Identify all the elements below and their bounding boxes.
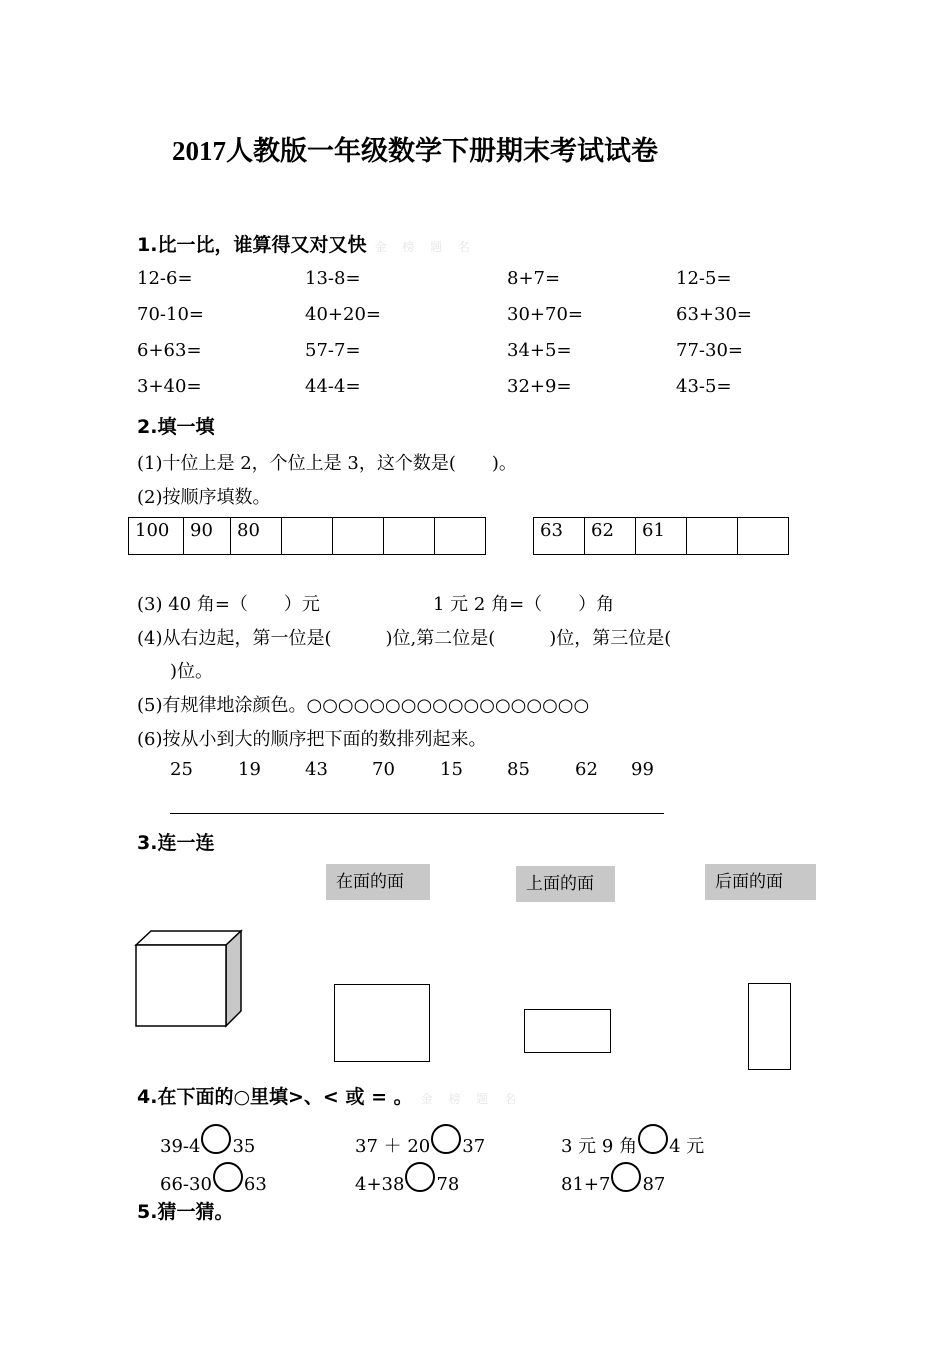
number-item: 99 — [631, 759, 654, 780]
question-2-4: (4)从右边起，第一位是( )位,第二位是( )位，第三位是( — [137, 628, 672, 649]
sequence-table-descending-ones — [533, 517, 789, 555]
compare-right: 78 — [436, 1174, 460, 1195]
problem: 34+5= — [507, 340, 572, 361]
view-label-top[interactable]: 上面的面 — [516, 866, 615, 902]
cuboid-top-face — [136, 931, 241, 945]
sequence-blank-cell[interactable] — [384, 518, 435, 555]
compare-circle[interactable] — [431, 1124, 461, 1154]
sequence-blank-cell[interactable] — [282, 518, 333, 555]
question-2-5: (5)有规律地涂颜色。○○○○○○○○○○○○○○○○○○ — [137, 695, 590, 716]
compare-item — [355, 1124, 485, 1158]
problem: 44-4= — [305, 376, 361, 397]
sequence-blank-cell[interactable] — [435, 518, 486, 555]
sequence-cell: 62 — [585, 518, 636, 555]
top-view-shape[interactable] — [524, 1009, 611, 1053]
problem: 30+70= — [507, 304, 583, 325]
compare-left: 66-30 — [160, 1174, 212, 1195]
section-1-heading — [137, 230, 476, 257]
compare-right: 87 — [642, 1174, 666, 1195]
sequence-blank-cell[interactable] — [333, 518, 384, 555]
section-2-heading: 2.填一填 — [137, 416, 215, 438]
number-item: 62 — [575, 759, 598, 780]
section-5-heading: 5.猜一猜。 — [137, 1201, 234, 1223]
compare-right: 4 元 — [669, 1136, 705, 1157]
problem: 63+30= — [676, 304, 752, 325]
problem: 40+20= — [305, 304, 381, 325]
problem: 70-10= — [137, 304, 204, 325]
sequence-blank-cell[interactable] — [738, 518, 789, 555]
compare-left: 4+38 — [355, 1174, 405, 1195]
front-view-shape[interactable] — [334, 984, 430, 1062]
compare-item — [561, 1124, 704, 1158]
compare-item — [160, 1162, 267, 1195]
question-2-3b: 1 元 2 角=（ ）角 — [433, 594, 615, 615]
cuboid-front-face — [136, 945, 226, 1026]
number-item: 15 — [440, 759, 463, 780]
sequence-blank-cell[interactable] — [687, 518, 738, 555]
sequence-cell: 100 — [129, 518, 184, 555]
sequence-cell: 80 — [231, 518, 282, 555]
compare-right: 63 — [243, 1174, 267, 1195]
compare-left: 81+7 — [561, 1174, 611, 1195]
section-4-heading-text: 4.在下面的○里填>、< 或 = 。 — [137, 1086, 413, 1108]
view-label-back[interactable]: 后面的面 — [705, 864, 816, 900]
number-item: 85 — [507, 759, 530, 780]
question-2-1: (1)十位上是 2，个位上是 3，这个数是( )。 — [137, 453, 517, 474]
compare-circle[interactable] — [638, 1124, 668, 1154]
problem: 57-7= — [305, 340, 361, 361]
page-title: 2017人教版一年级数学下册期末考试试卷 — [172, 136, 658, 166]
compare-left: 3 元 9 角 — [561, 1136, 638, 1157]
compare-circle[interactable] — [201, 1124, 231, 1154]
compare-left: 37 ＋ 20 — [355, 1136, 431, 1157]
problem: 12-5= — [676, 268, 732, 289]
problem: 12-6= — [137, 268, 193, 289]
problem: 43-5= — [676, 376, 732, 397]
sequence-table-descending-tens — [128, 517, 486, 555]
number-item: 43 — [305, 759, 328, 780]
section-3-heading: 3.连一连 — [137, 832, 215, 854]
problem: 3+40= — [137, 376, 202, 397]
cuboid-side-face — [226, 931, 241, 1026]
cuboid-figure — [134, 928, 244, 1030]
compare-right: 37 — [462, 1136, 486, 1157]
answer-line[interactable] — [170, 813, 664, 814]
problem: 8+7= — [507, 268, 561, 289]
problem: 32+9= — [507, 376, 572, 397]
compare-right: 35 — [232, 1136, 256, 1157]
section-4-heading — [137, 1082, 522, 1109]
problem: 77-30= — [676, 340, 743, 361]
section-1-heading-text: 1.比一比，谁算得又对又快 — [137, 234, 367, 256]
view-label-front[interactable]: 在面的面 — [326, 864, 430, 900]
section-1-watermark: 金 榜 题 名 — [374, 240, 476, 254]
side-view-shape[interactable] — [748, 983, 791, 1070]
compare-item — [355, 1162, 459, 1195]
sequence-cell: 63 — [534, 518, 585, 555]
number-item: 25 — [170, 759, 193, 780]
compare-circle[interactable] — [213, 1162, 243, 1192]
number-item: 19 — [238, 759, 261, 780]
number-item: 70 — [372, 759, 395, 780]
problem: 6+63= — [137, 340, 202, 361]
sequence-cell: 61 — [636, 518, 687, 555]
compare-circle[interactable] — [405, 1162, 435, 1192]
question-2-4-cont: )位。 — [170, 661, 214, 682]
question-2-2: (2)按顺序填数。 — [137, 487, 271, 508]
compare-left: 39-4 — [160, 1136, 201, 1157]
section-4-watermark: 金 榜 题 名 — [420, 1092, 523, 1106]
question-2-6: (6)按从小到大的顺序把下面的数排列起来。 — [137, 729, 487, 750]
sequence-cell: 90 — [184, 518, 231, 555]
compare-item — [160, 1124, 255, 1157]
compare-item — [561, 1162, 665, 1195]
problem: 13-8= — [305, 268, 361, 289]
question-2-3a: (3) 40 角=（ ）元 — [137, 594, 320, 615]
compare-circle[interactable] — [611, 1162, 641, 1192]
